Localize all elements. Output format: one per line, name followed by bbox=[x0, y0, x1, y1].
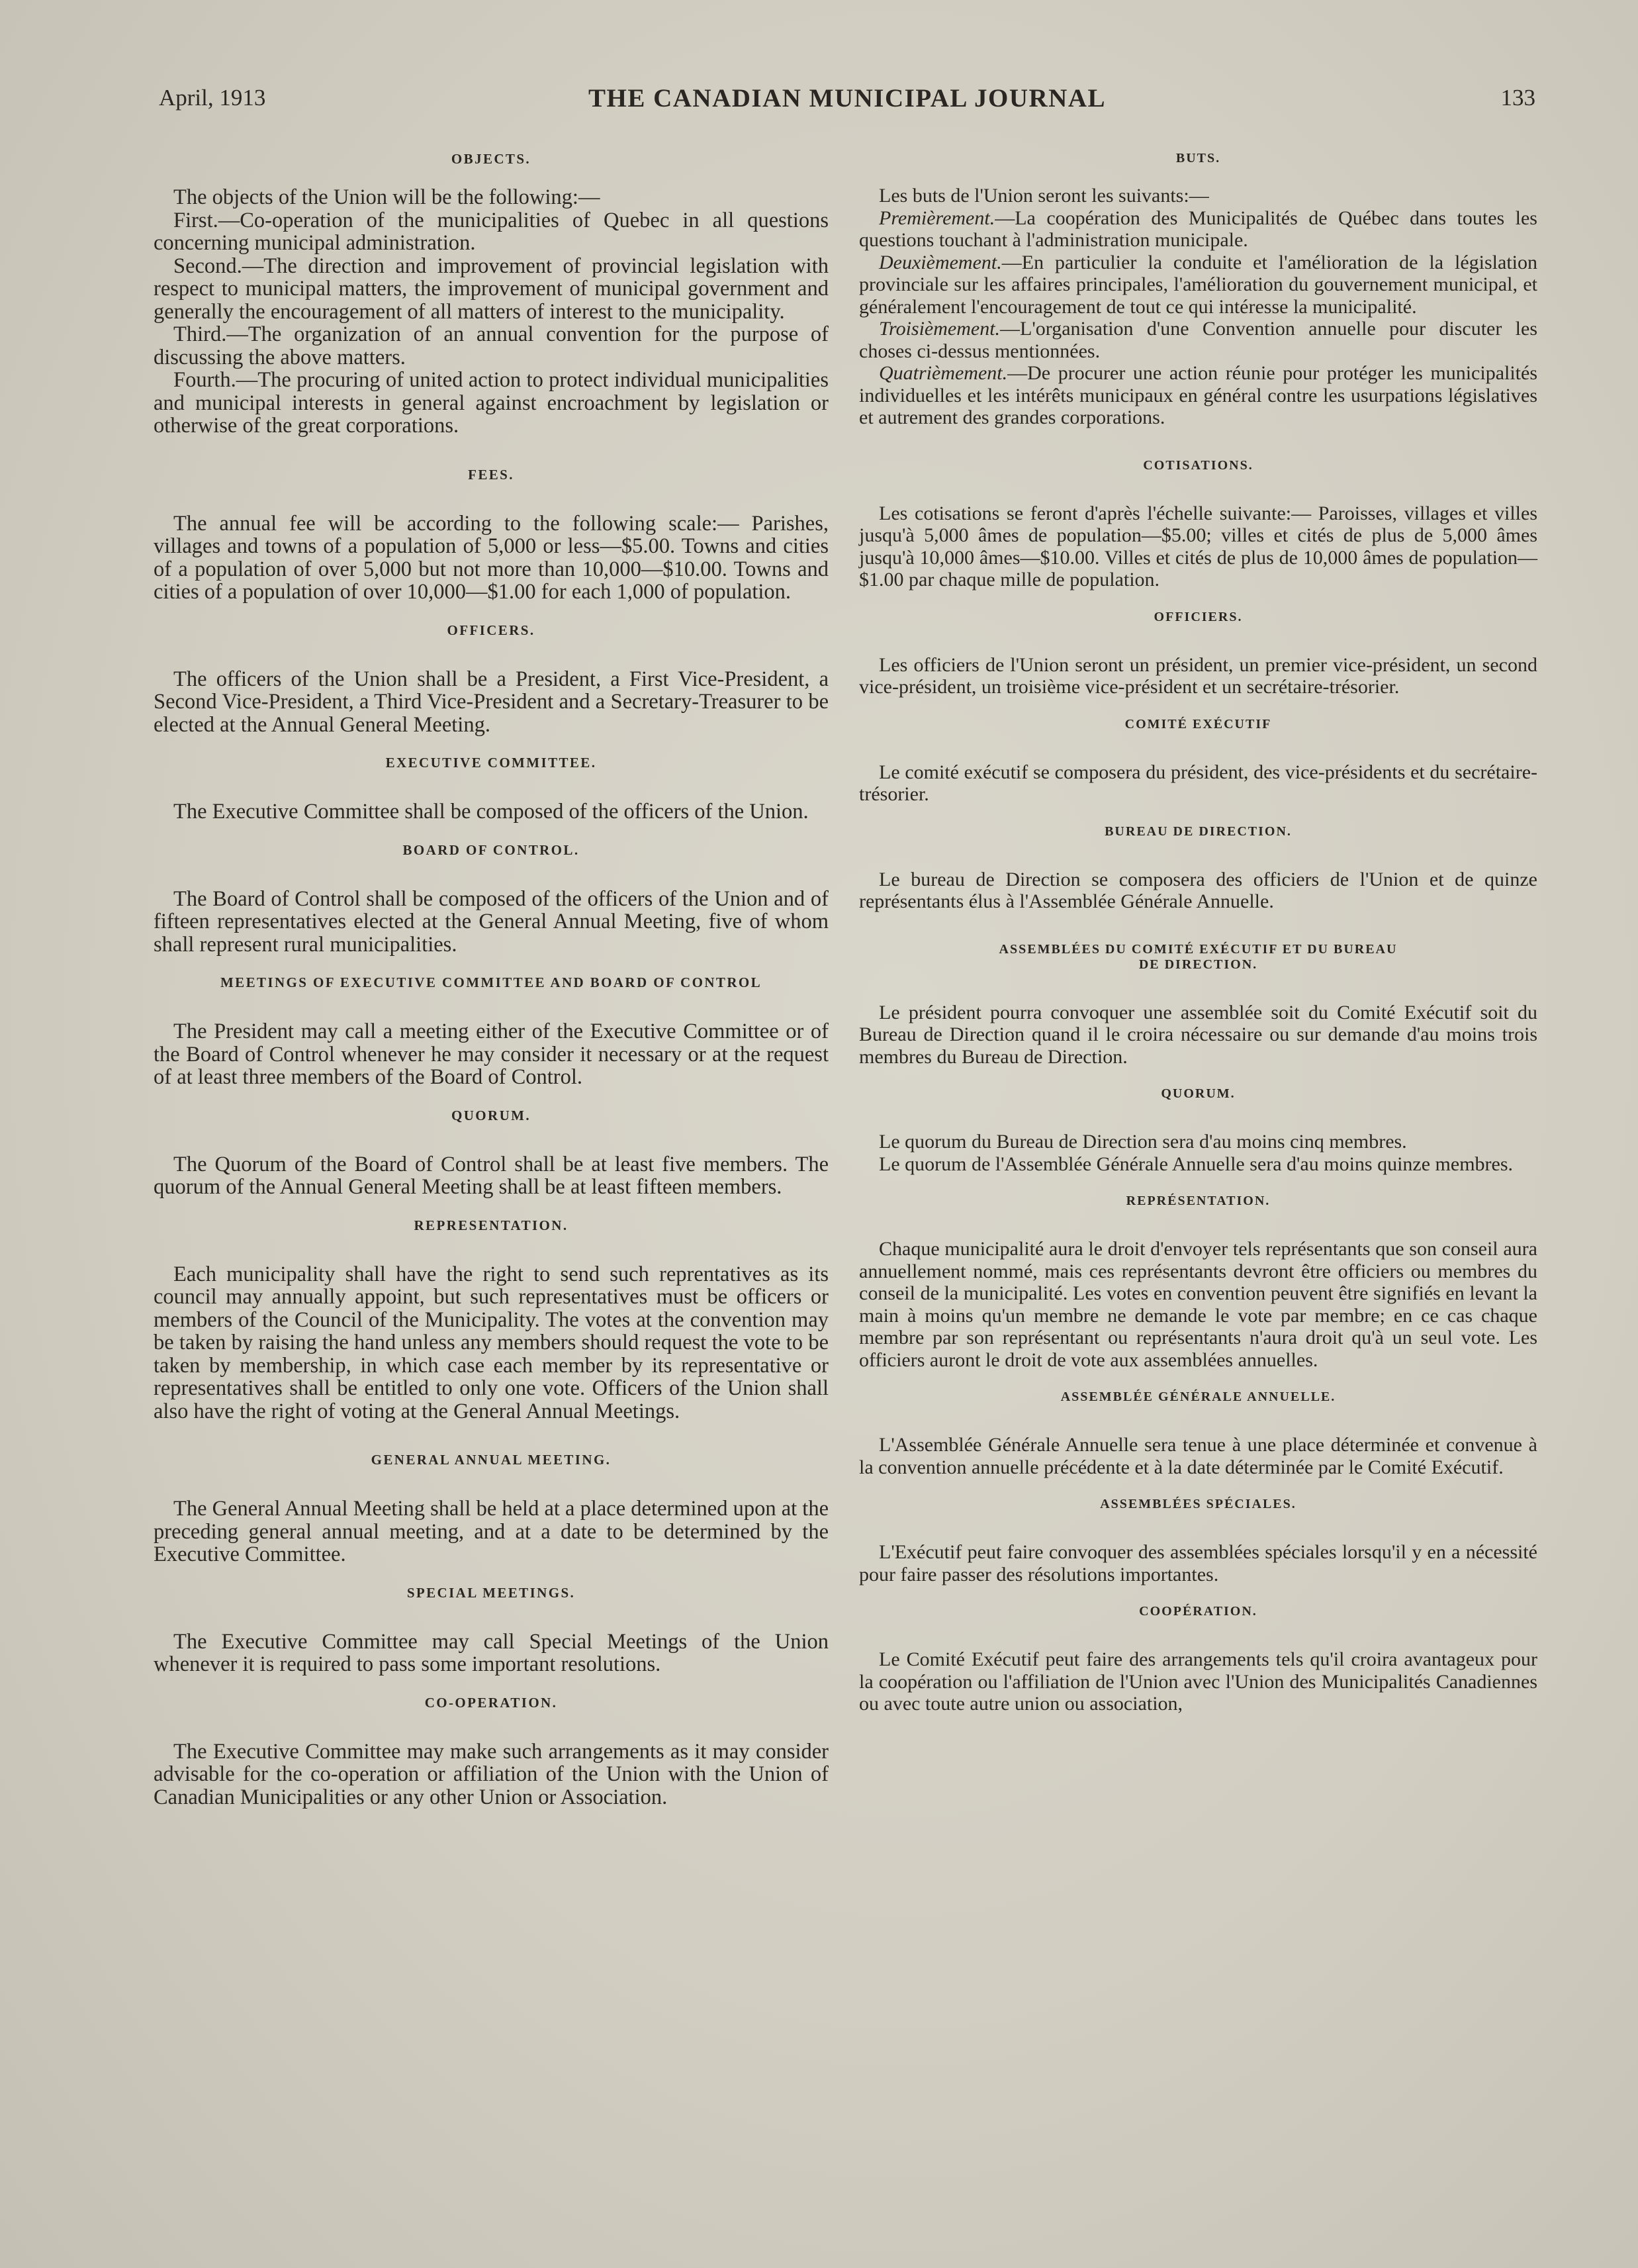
board-of-control-text: The Board of Control shall be composed of the officers of the Union and of fifteen representatives elected at the General Annual Meeting, five of whom shall represent rural municipalities. bbox=[154, 886, 829, 957]
officers-text: The officers of the Union shall be a President, a First Vice-President, a Second Vice-President, a Third Vice-President and a Secretary-Treasurer to be elected at the Annual General Meeting. bbox=[154, 667, 829, 737]
fees-text: The annual fee will be according to the following scale:— Parishes, villages and towns of a population of 5,000 or less—$5.00. Towns and cities of a population of over 5,000 but not more than 10,000—$10.00. Towns and cities of a population of over 10,000—$1.00 for each 1,000 of population. bbox=[154, 511, 829, 604]
page-header bbox=[159, 85, 1535, 124]
section-heading-executive-committee: EXECUTIVE COMMITTEE. bbox=[385, 755, 597, 771]
journal-title: THE CANADIAN MUNICIPAL JOURNAL bbox=[588, 84, 1107, 113]
section-heading-officiers: OFFICIERS. bbox=[1154, 609, 1243, 624]
buts-deuxieme-label: Deuxièmement. bbox=[879, 251, 1002, 273]
section-heading-officers: OFFICERS. bbox=[447, 622, 535, 638]
section-heading-assemblees-comite-line2: DE DIRECTION. bbox=[1138, 957, 1258, 972]
section-heading-quorum: QUORUM. bbox=[451, 1107, 531, 1123]
buts-troisieme-label: Troisièmement. bbox=[879, 318, 1001, 340]
section-heading-comite-executif: COMITÉ EXÉCUTIF bbox=[1124, 716, 1272, 732]
objects-intro: The objects of the Union will be the following:— bbox=[173, 185, 600, 209]
objects-second: Second.—The direction and improvement of provincial legislation with respect to municipal matters, the improvement of municipal government and generally the encouragement of all matters of interest to the municipality. bbox=[154, 254, 829, 324]
issue-date: April, 1913 bbox=[159, 85, 266, 111]
objects-third: Third.—The organization of an annual convention for the purpose of discussing the above matters. bbox=[154, 322, 829, 369]
bureau-text: Le bureau de Direction se composera des officiers de l'Union et de quinze représentants élus à l'Assemblée Générale Annuelle. bbox=[859, 868, 1537, 912]
section-heading-representation: REPRESENTATION. bbox=[414, 1217, 569, 1233]
representation-fr-text: Chaque municipalité aura le droit d'envoyer tels représentants que son conseil aura annuellement nommé, mais ces représentants devront être officiers ou membres du conseil de la municipalité. Les votes en convention peuvent être signifiés en levant la main à moins qu'un membre ne demande le vote par membre; en ce cas chaque membre par son représentant ou représentants n'aura droit qu'à un seul vote. Les officiers auront le droit de vote aux assemblées annuelles. bbox=[859, 1238, 1537, 1371]
meetings-text: The President may call a meeting either of the Executive Committee or of the Board of Control whenever he may consider it necessary or at the request of at least three members of the Board of Control. bbox=[154, 1019, 829, 1089]
officiers-text: Les officiers de l'Union seront un président, un premier vice-président, un second vice-président, un troisième vice-président et un secrétaire-trésorier. bbox=[859, 653, 1537, 698]
executive-committee-text: The Executive Committee shall be composed of the officers of the Union. bbox=[173, 800, 809, 824]
section-heading-general-annual-meeting: GENERAL ANNUAL MEETING. bbox=[371, 1452, 612, 1468]
objects-fourth: Fourth.—The procuring of united action to protect individual municipalities and municipal interests in general against encroachment by legislation or otherwise of the great corporations. bbox=[154, 368, 829, 438]
section-heading-assemblee-generale: ASSEMBLÉE GÉNÉRALE ANNUELLE. bbox=[1060, 1390, 1336, 1404]
page-number: 133 bbox=[1500, 85, 1535, 111]
quorum-fr-text1: Le quorum du Bureau de Direction sera d'au moins cinq membres. bbox=[879, 1131, 1407, 1153]
comite-executif-text: Le comité exécutif se composera du président, des vice-présidents et du secrétaire-trésorier. bbox=[859, 761, 1537, 805]
buts-premier-text: —La coopération des Municipalités de Québec dans toutes les questions touchant à l'administration municipale. bbox=[859, 207, 1537, 251]
section-heading-cooperation: CO-OPERATION. bbox=[424, 1694, 558, 1711]
section-heading-bureau: BUREAU DE DIRECTION. bbox=[1105, 824, 1292, 839]
buts-premier-label: Premièrement. bbox=[879, 207, 995, 229]
assemblee-generale-text: L'Assemblée Générale Annuelle sera tenue à une place déterminée et convenue à la convention annuelle précédente et à la date déterminée par le Comité Exécutif. bbox=[859, 1434, 1537, 1478]
cotisations-text: Les cotisations se feront d'après l'échelle suivante:— Paroisses, villages et villes jusqu'à 5,000 âmes de population—$5.00; villes et cités de plus de 5,000 âmes jusqu'à 10,000 âmes—$10.00. Villes et cités de plus de 10,000 âmes de population—$1.00 par chaque mille de population. bbox=[859, 502, 1537, 591]
cooperation-text: The Executive Committee may make such arrangements as it may consider advisable for the co-operation or affiliation of the Union with the Union of Canadian Municipalities or any other Union or Association. bbox=[154, 1739, 829, 1809]
objects-first: First.—Co-operation of the municipalities of Quebec in all questions concerning municipal administration. bbox=[154, 208, 829, 255]
section-heading-assemblees-speciales: ASSEMBLÉES SPÉCIALES. bbox=[1100, 1497, 1297, 1511]
section-heading-buts: BUTS. bbox=[1175, 151, 1221, 165]
cooperation-fr-text: Le Comité Exécutif peut faire des arrangements tels qu'il croira avantageux pour la coopération ou l'affiliation de l'Union avec l'Union des Municipalités Canadiennes ou avec toute autre union ou association, bbox=[859, 1648, 1537, 1715]
section-heading-quorum-fr: QUORUM. bbox=[1161, 1086, 1236, 1101]
general-annual-meeting-text: The General Annual Meeting shall be held at a place determined upon at the preceding general annual meeting, and at a date to be determined by the Executive Committee. bbox=[154, 1497, 829, 1566]
section-heading-cooperation-fr: COOPÉRATION. bbox=[1139, 1604, 1257, 1619]
section-heading-fees: FEES. bbox=[468, 466, 514, 483]
buts-intro: Les buts de l'Union seront les suivants:— bbox=[879, 185, 1209, 207]
assemblees-speciales-text: L'Exécutif peut faire convoquer des assemblées spéciales lorsqu'il y en a nécessité pour faire passer des résolutions importantes. bbox=[859, 1541, 1537, 1585]
french-column bbox=[859, 151, 1537, 1715]
section-heading-objects: OBJECTS. bbox=[451, 151, 531, 167]
buts-quatrieme-label: Quatrièmement. bbox=[879, 362, 1008, 384]
section-heading-board-of-control: BOARD OF CONTROL. bbox=[402, 841, 580, 858]
buts-quatrieme-text: —De procurer une action réunie pour protéger les municipalités individuelles et les intérêts municipaux en général contre les usurpations législatives et autrement des grandes corporations. bbox=[859, 362, 1537, 428]
section-heading-representation-fr: REPRÉSENTATION. bbox=[1126, 1194, 1271, 1208]
section-heading-cotisations: COTISATIONS. bbox=[1143, 457, 1253, 473]
quorum-text: The Quorum of the Board of Control shall be at least five members. The quorum of the Annual General Meeting shall be at least fifteen members. bbox=[154, 1152, 829, 1199]
buts-deuxieme bbox=[859, 252, 1537, 318]
special-meetings-text: The Executive Committee may call Special Meetings of the Union whenever it is required to pass some important resolutions. bbox=[154, 1629, 829, 1676]
buts-deuxieme-text: —En particulier la conduite et l'amélioration de la législation provinciale sur les affaires principales, l'amélioration du gouvernement municipal, et généralement l'encouragement de tout ce qui intéresse la municipalité. bbox=[859, 251, 1537, 318]
buts-troisieme bbox=[859, 318, 1537, 362]
assemblees-comite-text: Le président pourra convoquer une assemblée soit du Comité Exécutif soit du Bureau de Direction quand il le croira nécessaire ou sur demande d'au moins trois membres du Bureau de Direction. bbox=[859, 1001, 1537, 1068]
buts-premier bbox=[859, 207, 1537, 252]
section-heading-assemblees-comite-line1: ASSEMBLÉES DU COMITÉ EXÉCUTIF ET DU BUREAU bbox=[999, 941, 1398, 957]
buts-troisieme-text: —L'organisation d'une Convention annuelle pour discuter les choses ci-dessus mentionnées. bbox=[859, 318, 1537, 362]
section-heading-meetings: MEETINGS OF EXECUTIVE COMMITTEE AND BOARD OF CONTROL bbox=[220, 974, 762, 990]
english-column bbox=[154, 151, 829, 1809]
quorum-fr-text2: Le quorum de l'Assemblée Générale Annuelle sera d'au moins quinze membres. bbox=[879, 1153, 1514, 1175]
section-heading-special-meetings: SPECIAL MEETINGS. bbox=[406, 1584, 576, 1601]
buts-quatrieme bbox=[859, 362, 1537, 429]
representation-text: Each municipality shall have the right to send such reprentatives as its council may annually appoint, but such representatives must be officers or members of the Council of the Municipality. The votes at the convention may be taken by raising the hand unless any members should request the vote to be taken by membership, in which case each member by its representative or representatives shall be entitled to only one vote. Officers of the Union shall also have the right of voting at the General Annual Meetings. bbox=[154, 1262, 829, 1423]
